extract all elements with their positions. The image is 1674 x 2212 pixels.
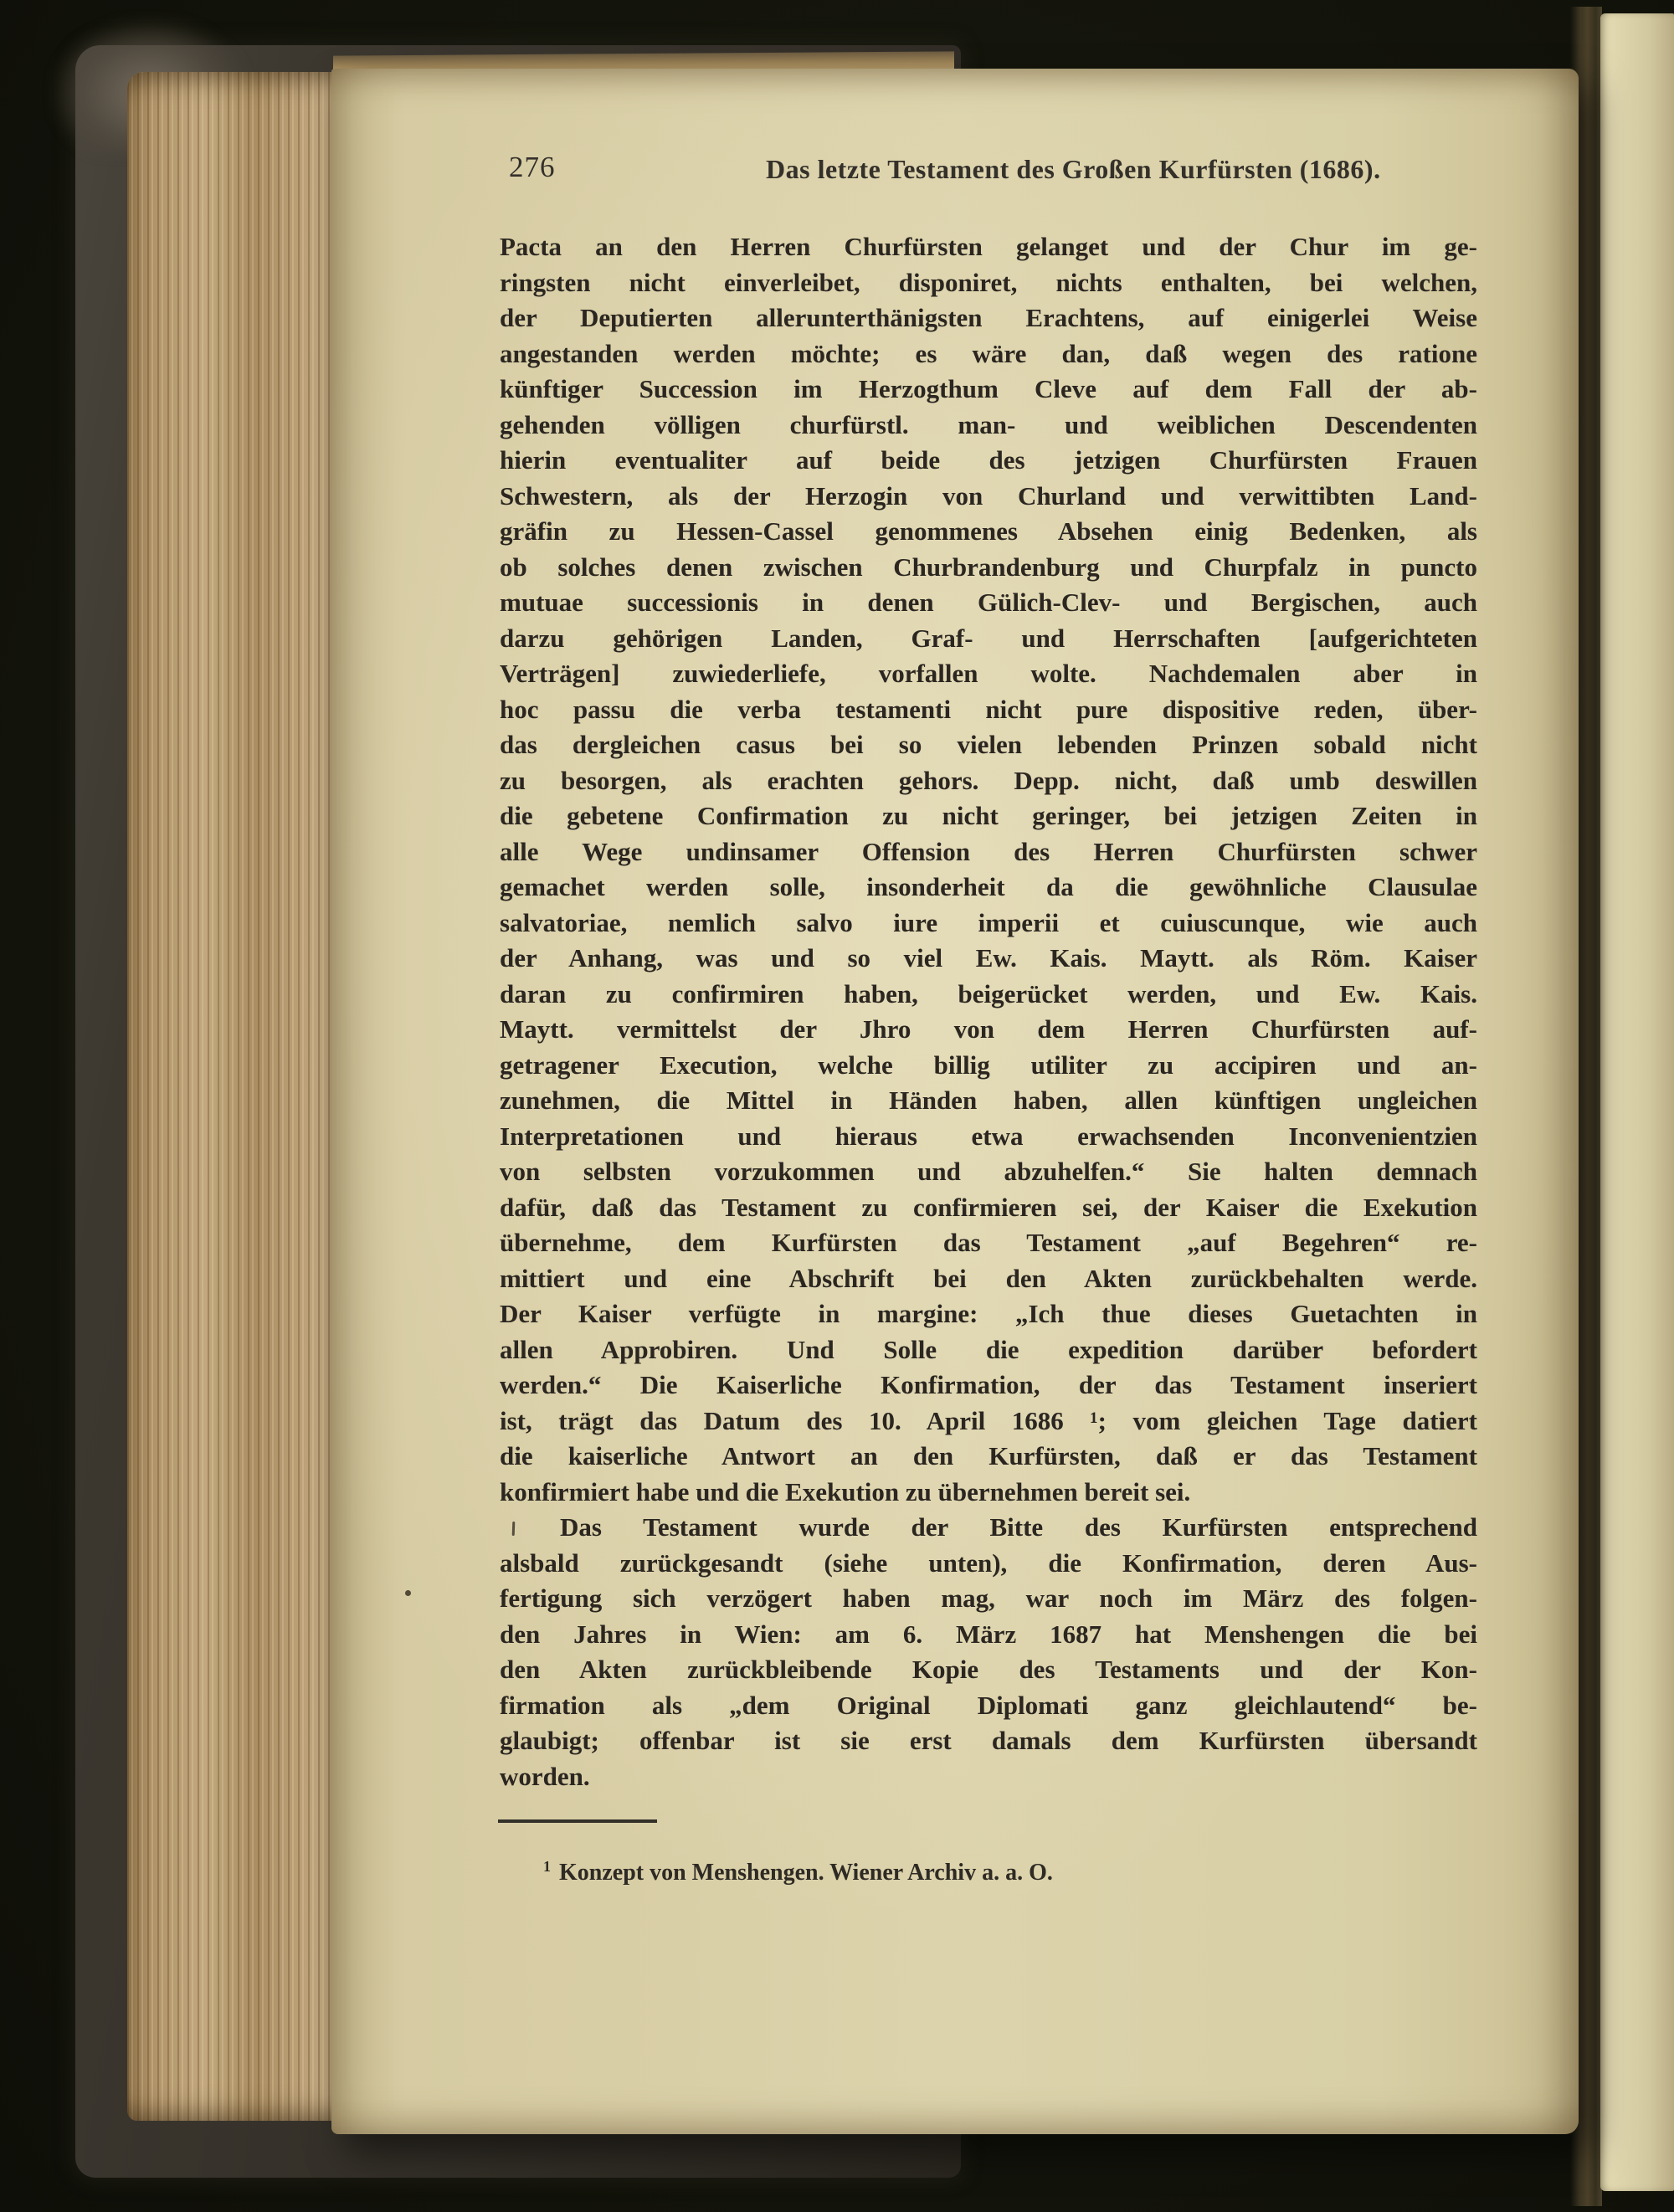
text-line: konfirmiert habe und die Exekution zu übernehmen bereit sei. bbox=[500, 1476, 1191, 1506]
running-header: Das letzte Testament des Großen Kurfürsten (1686). bbox=[766, 154, 1381, 184]
book-page bbox=[331, 69, 1579, 2134]
footnote-rule bbox=[498, 1819, 657, 1823]
text-line: die kaiserliche Antwort an den Kurfürsten, daß er das Testament bbox=[500, 1441, 1477, 1470]
text-line: darzu gehörigen Landen, Graf- und Herrschaften [aufgerichteten bbox=[500, 623, 1477, 653]
text-line: daran zu confirmiren haben, beigerücket werden, und Ew. Kais. bbox=[500, 978, 1477, 1008]
text-line: von selbsten vorzukommen und abzuhelfen.“ Sie halten demnach bbox=[500, 1157, 1477, 1186]
ink-speck bbox=[405, 1590, 411, 1596]
text-line: glaubigt; offenbar ist sie erst damals dem Kurfürsten übersandt bbox=[500, 1726, 1477, 1755]
text-line: getragener Execution, welche billig utiliter zu accipiren und an- bbox=[500, 1050, 1477, 1080]
text-line: Maytt. vermittelst der Jhro von dem Herren Churfürsten auf- bbox=[500, 1014, 1477, 1044]
text-line: künftiger Succession im Herzogthum Cleve auf dem Fall der ab- bbox=[500, 374, 1477, 403]
paragraph-2 bbox=[500, 1510, 1477, 1794]
text-line: Das Testament wurde der Bitte des Kurfürsten entsprechend bbox=[560, 1512, 1477, 1542]
text-line: salvatoriae, nemlich salvo iure imperii et cuiuscunque, wie auch bbox=[500, 907, 1477, 937]
page-body bbox=[500, 229, 1477, 1794]
text-line: Pacta an den Herren Churfürsten gelanget und der Chur im ge- bbox=[500, 232, 1477, 261]
stray-mark bbox=[512, 1522, 516, 1536]
text-line: Schwestern, als der Herzogin von Churland und verwittibten Land- bbox=[500, 480, 1477, 511]
text-line: fertigung sich verzögert haben mag, war noch im März des folgen- bbox=[500, 1583, 1477, 1613]
text-line: übernehme, dem Kurfürsten das Testament „auf Begehren“ re- bbox=[500, 1228, 1477, 1257]
footnote-marker: 1 bbox=[543, 1857, 551, 1875]
page-number: 276 bbox=[509, 151, 556, 183]
text-line: alsbald zurückgesandt (siehe unten), die Konfirmation, deren Aus- bbox=[500, 1547, 1477, 1578]
text-line: dafür, daß das Testament zu confirmieren sei, der Kaiser die Exekution bbox=[500, 1192, 1477, 1222]
text-line: Verträgen] zuwiederliefe, vorfallen wolte. Nachdemalen aber in bbox=[500, 659, 1477, 688]
facing-page-edge bbox=[1600, 13, 1674, 2191]
footnote bbox=[500, 1856, 1477, 1890]
text-line: ringsten nicht einverleibet, disponiret, nichts enthalten, bei welchen, bbox=[500, 267, 1477, 297]
text-line: ist, trägt das Datum des 10. April 1686 ¹; vom gleichen Tage datiert bbox=[500, 1405, 1477, 1435]
text-line: worden. bbox=[500, 1761, 590, 1791]
text-line: hoc passu die verba testamenti nicht pure dispositive reden, über- bbox=[500, 694, 1477, 724]
text-line: hierin eventualiter auf beide des jetzigen Churfürsten Frauen bbox=[500, 445, 1477, 475]
text-line: den Akten zurückbleibende Kopie des Testaments und der Kon- bbox=[500, 1655, 1477, 1684]
text-line: firmation als „dem Original Diplomati ganz gleichlautend“ be- bbox=[500, 1690, 1477, 1720]
text-line: die gebetene Confirmation zu nicht geringer, bei jetzigen Zeiten in bbox=[500, 801, 1477, 830]
text-line: mittiert und eine Abschrift bei den Akten zurückbehalten werde. bbox=[500, 1263, 1477, 1293]
text-line: gräfin zu Hessen-Cassel genommenes Absehen einig Bedenken, als bbox=[500, 516, 1477, 546]
text-line: Der Kaiser verfügte in margine: „Ich thue dieses Guetachten in bbox=[500, 1299, 1477, 1328]
text-line: angestanden werden möchte; es wäre dan, daß wegen des ratione bbox=[500, 338, 1477, 368]
text-line: der Deputierten allerunterthänigsten Erachtens, auf einigerlei Weise bbox=[500, 303, 1477, 332]
text-line: das dergleichen casus bei so vielen lebenden Prinzen sobald nicht bbox=[500, 730, 1477, 759]
page-header bbox=[500, 147, 1477, 187]
text-line: der Anhang, was und so viel Ew. Kais. Maytt. als Röm. Kaiser bbox=[500, 943, 1477, 973]
text-line: gemachet werden solle, insonderheit da die gewöhnliche Clausulae bbox=[500, 872, 1477, 901]
text-line: alle Wege undinsamer Offension des Herren Churfürsten schwer bbox=[500, 836, 1477, 866]
text-line: mutuae successionis in denen Gülich-Clev- und Bergischen, auch bbox=[500, 588, 1477, 617]
text-line: gehenden völligen churfürstl. man- und weiblichen Descendenten bbox=[500, 409, 1477, 439]
text-line: werden.“ Die Kaiserliche Konfirmation, der das Testament inseriert bbox=[500, 1370, 1477, 1399]
page-stack-edge bbox=[127, 72, 333, 2121]
text-line: den Jahres in Wien: am 6. März 1687 hat Menshengen die bei bbox=[500, 1619, 1477, 1649]
footnote-text: Konzept von Menshengen. Wiener Archiv a. a. O. bbox=[559, 1860, 1053, 1886]
text-line: ob solches denen zwischen Churbrandenburg und Churpfalz in puncto bbox=[500, 552, 1477, 582]
text-line: allen Approbiren. Und Solle die expedition darüber befordert bbox=[500, 1334, 1477, 1364]
text-line: zu besorgen, als erachten gehors. Depp. nicht, daß umb deswillen bbox=[500, 765, 1477, 795]
text-line: zunehmen, die Mittel in Händen haben, allen künftigen ungleichen bbox=[500, 1085, 1477, 1115]
text-line: Interpretationen und hieraus etwa erwachsenden Inconvenientzien bbox=[500, 1121, 1477, 1151]
paragraph-1 bbox=[500, 229, 1477, 1510]
